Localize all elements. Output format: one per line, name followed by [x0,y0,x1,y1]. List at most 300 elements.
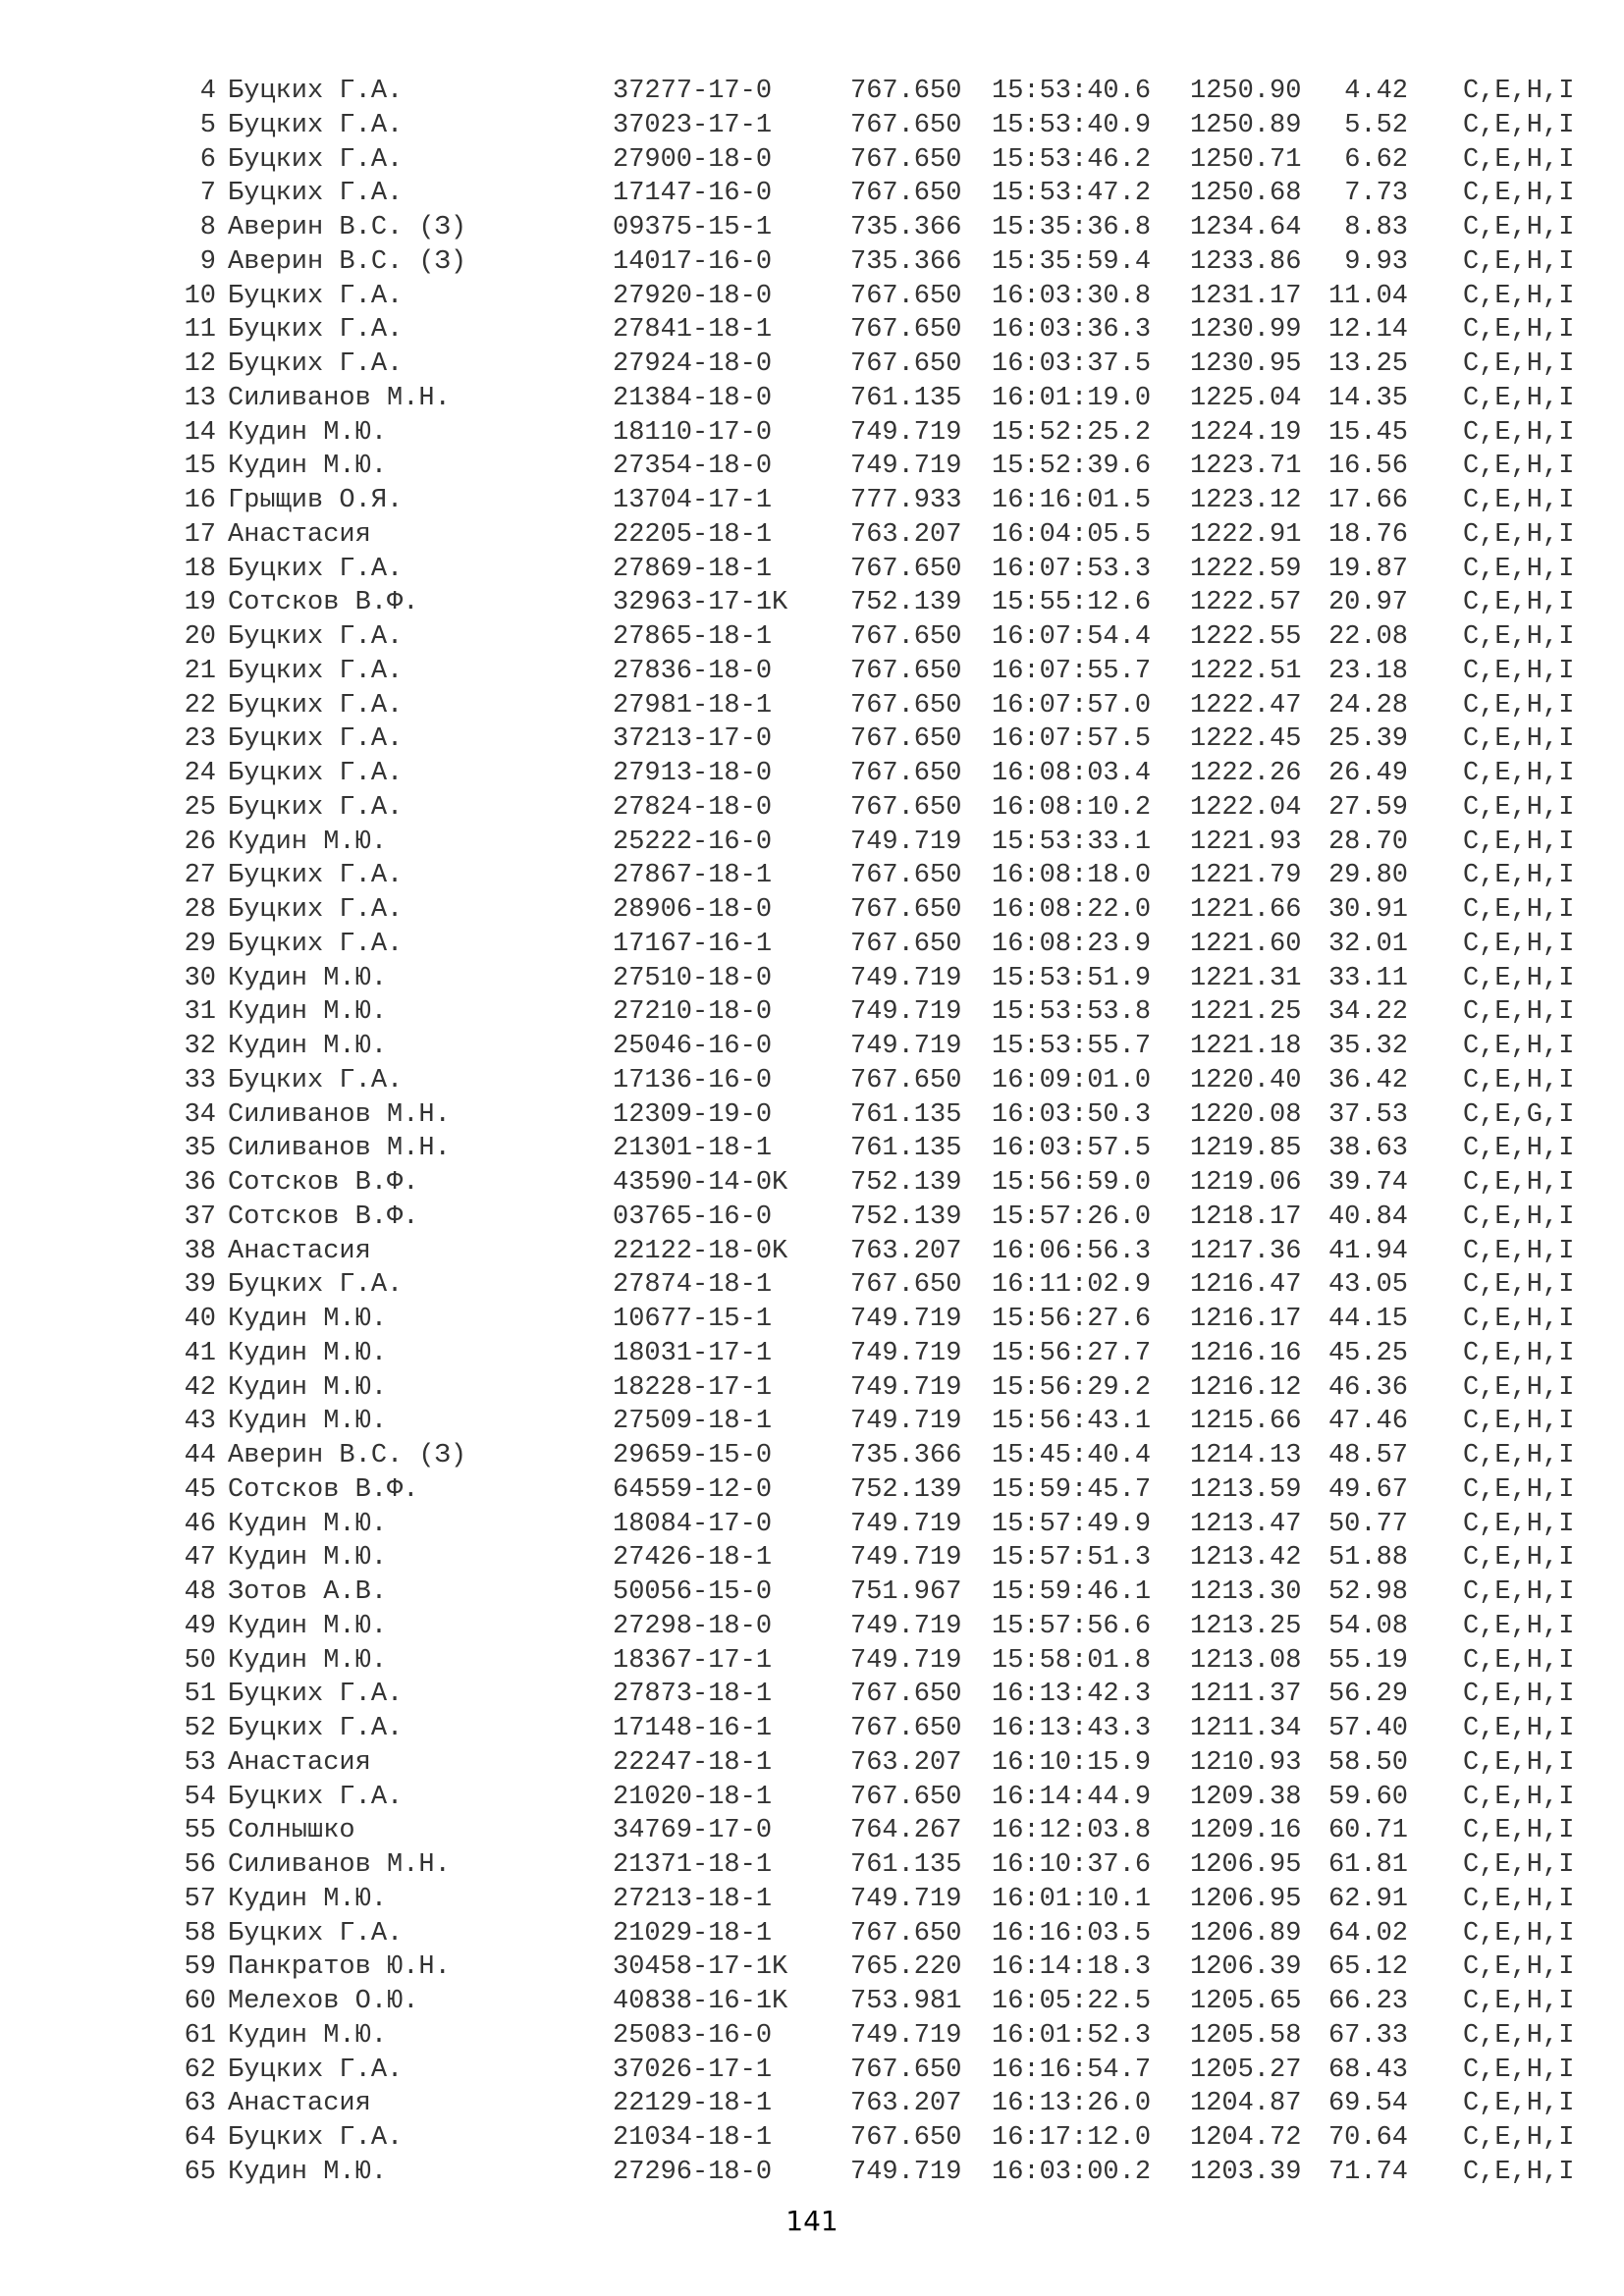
speed-cell: 1221.60 [1190,929,1302,959]
arrival-time-cell: 15:35:59.4 [992,246,1152,277]
arrival-time-cell: 16:01:10.1 [992,1884,1152,1914]
category-flags-cell: C,E,H,I [1463,110,1575,140]
table-row [0,1201,1624,1235]
distance-cell: 761.135 [850,1134,962,1164]
fancier-name-cell: Буцких Г.А. [228,792,404,823]
distance-cell: 767.650 [850,724,962,755]
place-number-cell: 57 [184,1884,216,1914]
speed-cell: 1205.58 [1190,2020,1302,2051]
fancier-name-cell: Анастасия [228,1747,371,1778]
results-table [0,75,1624,2190]
distance-cell: 767.650 [850,110,962,140]
ring-number-cell: 21301-18-1 [613,1134,773,1164]
table-row [0,1950,1624,1985]
distance-cell: 749.719 [850,2157,962,2187]
table-row [0,722,1624,757]
ring-number-cell: 37023-17-1 [613,110,773,140]
fancier-name-cell: Буцких Г.А. [228,656,404,686]
table-row [0,1848,1624,1883]
speed-cell: 1204.87 [1190,2089,1302,2119]
place-number-cell: 50 [184,1645,216,1676]
ring-number-cell: 27867-18-1 [613,861,773,891]
coefficient-cell: 71.74 [1327,2157,1408,2187]
place-number-cell: 6 [199,144,216,175]
table-row [0,1508,1624,1542]
coefficient-cell: 51.88 [1327,1543,1408,1574]
speed-cell: 1222.91 [1190,519,1302,550]
category-flags-cell: C,E,H,I [1463,144,1575,175]
arrival-time-cell: 16:08:18.0 [992,861,1152,891]
distance-cell: 752.139 [850,1201,962,1232]
speed-cell: 1209.38 [1190,1782,1302,1812]
category-flags-cell: C,E,H,I [1463,1065,1575,1095]
coefficient-cell: 32.01 [1327,929,1408,959]
arrival-time-cell: 16:12:03.8 [992,1816,1152,1846]
ring-number-cell: 22129-18-1 [613,2089,773,2119]
place-number-cell: 15 [184,452,216,482]
ring-number-cell: 18110-17-0 [613,417,773,448]
ring-number-cell: 27869-18-1 [613,554,773,584]
fancier-name-cell: Сотсков В.Ф. [228,1201,419,1232]
table-row [0,1235,1624,1269]
distance-cell: 749.719 [850,1611,962,1641]
table-row [0,791,1624,826]
coefficient-cell: 13.25 [1327,349,1408,379]
distance-cell: 767.650 [850,1782,962,1812]
speed-cell: 1203.39 [1190,2157,1302,2187]
coefficient-cell: 8.83 [1344,213,1408,242]
ring-number-cell: 29659-15-0 [613,1441,773,1470]
coefficient-cell: 46.36 [1327,1372,1408,1403]
distance-cell: 735.366 [850,213,962,242]
distance-cell: 749.719 [850,417,962,448]
table-row [0,1098,1624,1133]
table-row [0,416,1624,451]
fancier-name-cell: Буцких Г.А. [228,622,404,652]
fancier-name-cell: Зотов А.В. [228,1577,388,1607]
place-number-cell: 35 [184,1134,216,1164]
category-flags-cell: C,E,H,I [1463,246,1575,277]
place-number-cell: 53 [184,1747,216,1778]
fancier-name-cell: Кудин М.Ю. [228,1509,388,1539]
speed-cell: 1230.95 [1190,349,1302,379]
table-row [0,1883,1624,1917]
category-flags-cell: C,E,H,I [1463,861,1575,891]
ring-number-cell: 17167-16-1 [613,929,773,959]
ring-number-cell: 37213-17-0 [613,724,773,755]
speed-cell: 1221.79 [1190,861,1302,891]
speed-cell: 1204.72 [1190,2123,1302,2153]
ring-number-cell: 27213-18-1 [613,1884,773,1914]
ring-number-cell: 10677-15-1 [613,1305,773,1334]
ring-number-cell: 40838-16-1K [613,1987,788,2016]
ring-number-cell: 27354-18-0 [613,452,773,482]
speed-cell: 1220.40 [1190,1065,1302,1095]
arrival-time-cell: 16:08:23.9 [992,929,1152,959]
fancier-name-cell: Кудин М.Ю. [228,1884,388,1914]
distance-cell: 749.719 [850,1645,962,1676]
ring-number-cell: 21384-18-0 [613,383,773,413]
coefficient-cell: 48.57 [1327,1441,1408,1470]
ring-number-cell: 50056-15-0 [613,1577,773,1607]
arrival-time-cell: 16:14:44.9 [992,1782,1152,1812]
distance-cell: 767.650 [850,77,962,106]
coefficient-cell: 59.60 [1327,1782,1408,1812]
category-flags-cell: C,E,H,I [1463,383,1575,413]
table-row [0,109,1624,143]
table-row [0,1439,1624,1473]
coefficient-cell: 58.50 [1327,1747,1408,1778]
category-flags-cell: C,E,H,I [1463,1474,1575,1505]
distance-cell: 767.650 [850,622,962,652]
table-row [0,2121,1624,2156]
arrival-time-cell: 15:52:39.6 [992,452,1152,482]
arrival-time-cell: 15:35:36.8 [992,213,1152,242]
arrival-time-cell: 16:06:56.3 [992,1236,1152,1266]
speed-cell: 1223.71 [1190,452,1302,482]
distance-cell: 751.967 [850,1577,962,1607]
speed-cell: 1233.86 [1190,246,1302,277]
fancier-name-cell: Аверин В.С. (З) [228,246,467,277]
category-flags-cell: C,E,H,I [1463,1611,1575,1641]
speed-cell: 1216.16 [1190,1338,1302,1368]
ring-number-cell: 17147-16-0 [613,179,773,209]
fancier-name-cell: Солнышко [228,1816,355,1846]
place-number-cell: 33 [184,1065,216,1095]
ring-number-cell: 27509-18-1 [613,1407,773,1437]
place-number-cell: 64 [184,2123,216,2153]
place-number-cell: 29 [184,929,216,959]
distance-cell: 761.135 [850,383,962,413]
speed-cell: 1222.57 [1190,588,1302,618]
coefficient-cell: 62.91 [1327,1884,1408,1914]
arrival-time-cell: 15:57:49.9 [992,1509,1152,1539]
arrival-time-cell: 15:57:51.3 [992,1543,1152,1574]
coefficient-cell: 27.59 [1327,792,1408,823]
ring-number-cell: 18031-17-1 [613,1338,773,1368]
fancier-name-cell: Буцких Г.А. [228,929,404,959]
ring-number-cell: 27210-18-0 [613,997,773,1028]
arrival-time-cell: 16:13:43.3 [992,1714,1152,1743]
speed-cell: 1221.25 [1190,997,1302,1028]
speed-cell: 1209.16 [1190,1816,1302,1846]
arrival-time-cell: 16:03:50.3 [992,1099,1152,1130]
table-row [0,347,1624,382]
category-flags-cell: C,E,H,I [1463,1680,1575,1710]
place-number-cell: 21 [184,656,216,686]
ring-number-cell: 30458-17-1K [613,1952,788,1983]
coefficient-cell: 36.42 [1327,1065,1408,1095]
ring-number-cell: 22205-18-1 [613,519,773,550]
place-number-cell: 54 [184,1782,216,1812]
category-flags-cell: C,E,H,I [1463,792,1575,823]
table-row [0,211,1624,245]
arrival-time-cell: 16:07:57.0 [992,690,1152,721]
distance-cell: 767.650 [850,792,962,823]
distance-cell: 767.650 [850,2055,962,2085]
coefficient-cell: 15.45 [1327,417,1408,448]
arrival-time-cell: 15:56:27.6 [992,1305,1152,1334]
table-row [0,1132,1624,1166]
place-number-cell: 7 [199,179,216,209]
fancier-name-cell: Сотсков В.Ф. [228,1474,419,1505]
category-flags-cell: C,E,H,I [1463,281,1575,311]
category-flags-cell: C,E,H,I [1463,1168,1575,1198]
category-flags-cell: C,E,H,I [1463,2089,1575,2119]
category-flags-cell: C,E,H,I [1463,2157,1575,2187]
table-row [0,143,1624,178]
fancier-name-cell: Кудин М.Ю. [228,1645,388,1676]
table-row [0,484,1624,518]
fancier-name-cell: Кудин М.Ю. [228,963,388,993]
ring-number-cell: 34769-17-0 [613,1816,773,1846]
fancier-name-cell: Буцких Г.А. [228,895,404,925]
arrival-time-cell: 16:13:26.0 [992,2089,1152,2119]
table-row [0,1678,1624,1712]
fancier-name-cell: Буцких Г.А. [228,1270,404,1301]
place-number-cell: 30 [184,963,216,993]
place-number-cell: 48 [184,1577,216,1607]
coefficient-cell: 61.81 [1327,1850,1408,1880]
coefficient-cell: 5.52 [1344,110,1408,140]
distance-cell: 753.981 [850,1987,962,2016]
arrival-time-cell: 16:07:53.3 [992,554,1152,584]
distance-cell: 767.650 [850,656,962,686]
distance-cell: 761.135 [850,1099,962,1130]
arrival-time-cell: 16:03:30.8 [992,281,1152,311]
fancier-name-cell: Буцких Г.А. [228,281,404,311]
category-flags-cell: C,E,H,I [1463,452,1575,482]
coefficient-cell: 26.49 [1327,759,1408,788]
coefficient-cell: 50.77 [1327,1509,1408,1539]
place-number-cell: 22 [184,690,216,721]
ring-number-cell: 27841-18-1 [613,315,773,346]
place-number-cell: 62 [184,2055,216,2085]
ring-number-cell: 25222-16-0 [613,827,773,857]
table-row [0,1337,1624,1371]
speed-cell: 1250.90 [1190,77,1302,106]
distance-cell: 749.719 [850,827,962,857]
category-flags-cell: C,E,H,I [1463,929,1575,959]
distance-cell: 763.207 [850,519,962,550]
fancier-name-cell: Анастасия [228,1236,371,1266]
coefficient-cell: 12.14 [1327,315,1408,346]
category-flags-cell: C,E,H,I [1463,1032,1575,1061]
table-row [0,1064,1624,1098]
arrival-time-cell: 16:16:03.5 [992,1918,1152,1949]
speed-cell: 1224.19 [1190,417,1302,448]
ring-number-cell: 27298-18-0 [613,1611,773,1641]
distance-cell: 767.650 [850,895,962,925]
fancier-name-cell: Кудин М.Ю. [228,2020,388,2051]
fancier-name-cell: Буцких Г.А. [228,554,404,584]
table-row [0,75,1624,109]
speed-cell: 1211.37 [1190,1680,1302,1710]
arrival-time-cell: 15:56:27.7 [992,1338,1152,1368]
fancier-name-cell: Буцких Г.А. [228,110,404,140]
ring-number-cell: 09375-15-1 [613,213,773,242]
distance-cell: 752.139 [850,1168,962,1198]
fancier-name-cell: Буцких Г.А. [228,1065,404,1095]
speed-cell: 1218.17 [1190,1201,1302,1232]
place-number-cell: 46 [184,1509,216,1539]
place-number-cell: 51 [184,1680,216,1710]
distance-cell: 752.139 [850,1474,962,1505]
distance-cell: 764.267 [850,1816,962,1846]
fancier-name-cell: Кудин М.Ю. [228,1372,388,1403]
category-flags-cell: C,E,H,I [1463,1407,1575,1437]
table-row [0,893,1624,928]
distance-cell: 767.650 [850,179,962,209]
table-row [0,1712,1624,1746]
distance-cell: 749.719 [850,1032,962,1061]
fancier-name-cell: Кудин М.Ю. [228,452,388,482]
ring-number-cell: 27981-18-1 [613,690,773,721]
table-row [0,1268,1624,1303]
place-number-cell: 37 [184,1201,216,1232]
arrival-time-cell: 16:10:15.9 [992,1747,1152,1778]
coefficient-cell: 60.71 [1327,1816,1408,1846]
distance-cell: 763.207 [850,1236,962,1266]
arrival-time-cell: 16:03:36.3 [992,315,1152,346]
fancier-name-cell: Силиванов М.Н. [228,383,451,413]
coefficient-cell: 65.12 [1327,1952,1408,1983]
coefficient-cell: 34.22 [1327,997,1408,1028]
arrival-time-cell: 15:59:45.7 [992,1474,1152,1505]
category-flags-cell: C,E,H,I [1463,77,1575,106]
place-number-cell: 42 [184,1372,216,1403]
table-row [0,1644,1624,1679]
place-number-cell: 36 [184,1168,216,1198]
distance-cell: 767.650 [850,759,962,788]
distance-cell: 749.719 [850,1543,962,1574]
coefficient-cell: 67.33 [1327,2020,1408,2051]
arrival-time-cell: 16:07:57.5 [992,724,1152,755]
arrival-time-cell: 15:45:40.4 [992,1441,1152,1470]
coefficient-cell: 23.18 [1327,656,1408,686]
speed-cell: 1211.34 [1190,1714,1302,1743]
category-flags-cell: C,E,H,I [1463,1714,1575,1743]
coefficient-cell: 33.11 [1327,963,1408,993]
distance-cell: 767.650 [850,1065,962,1095]
speed-cell: 1213.08 [1190,1645,1302,1676]
ring-number-cell: 27913-18-0 [613,759,773,788]
fancier-name-cell: Буцких Г.А. [228,179,404,209]
speed-cell: 1234.64 [1190,213,1302,242]
speed-cell: 1210.93 [1190,1747,1302,1778]
coefficient-cell: 22.08 [1327,622,1408,652]
distance-cell: 767.650 [850,1714,962,1743]
speed-cell: 1217.36 [1190,1236,1302,1266]
distance-cell: 749.719 [850,1372,962,1403]
fancier-name-cell: Буцких Г.А. [228,1918,404,1949]
table-row [0,518,1624,553]
category-flags-cell: C,E,H,I [1463,963,1575,993]
speed-cell: 1219.06 [1190,1168,1302,1198]
table-row [0,280,1624,314]
fancier-name-cell: Грыщив О.Я. [228,486,404,515]
place-number-cell: 44 [184,1441,216,1470]
arrival-time-cell: 15:53:55.7 [992,1032,1152,1061]
distance-cell: 749.719 [850,1305,962,1334]
ring-number-cell: 27924-18-0 [613,349,773,379]
table-row [0,313,1624,347]
fancier-name-cell: Панкратов Ю.Н. [228,1952,451,1983]
arrival-time-cell: 15:53:40.9 [992,110,1152,140]
coefficient-cell: 11.04 [1327,281,1408,311]
ring-number-cell: 17148-16-1 [613,1714,773,1743]
place-number-cell: 26 [184,827,216,857]
speed-cell: 1222.47 [1190,690,1302,721]
speed-cell: 1216.47 [1190,1270,1302,1301]
table-row [0,450,1624,484]
table-row [0,859,1624,893]
table-row [0,2156,1624,2190]
arrival-time-cell: 16:03:57.5 [992,1134,1152,1164]
category-flags-cell: C,E,H,I [1463,1543,1575,1574]
ring-number-cell: 21371-18-1 [613,1850,773,1880]
speed-cell: 1220.08 [1190,1099,1302,1130]
coefficient-cell: 24.28 [1327,690,1408,721]
ring-number-cell: 18228-17-1 [613,1372,773,1403]
ring-number-cell: 22247-18-1 [613,1747,773,1778]
place-number-cell: 43 [184,1407,216,1437]
place-number-cell: 18 [184,554,216,584]
category-flags-cell: C,E,H,I [1463,1201,1575,1232]
fancier-name-cell: Буцких Г.А. [228,724,404,755]
arrival-time-cell: 16:07:54.4 [992,622,1152,652]
place-number-cell: 61 [184,2020,216,2051]
coefficient-cell: 70.64 [1327,2123,1408,2153]
coefficient-cell: 43.05 [1327,1270,1408,1301]
fancier-name-cell: Кудин М.Ю. [228,1407,388,1437]
coefficient-cell: 44.15 [1327,1305,1408,1334]
speed-cell: 1206.95 [1190,1884,1302,1914]
distance-cell: 767.650 [850,315,962,346]
category-flags-cell: C,E,H,I [1463,1134,1575,1164]
fancier-name-cell: Кудин М.Ю. [228,997,388,1028]
distance-cell: 767.650 [850,554,962,584]
distance-cell: 767.650 [850,1680,962,1710]
fancier-name-cell: Буцких Г.А. [228,759,404,788]
coefficient-cell: 49.67 [1327,1474,1408,1505]
ring-number-cell: 27824-18-0 [613,792,773,823]
table-row [0,1371,1624,1406]
place-number-cell: 41 [184,1338,216,1368]
coefficient-cell: 38.63 [1327,1134,1408,1164]
place-number-cell: 25 [184,792,216,823]
place-number-cell: 40 [184,1305,216,1334]
speed-cell: 1221.18 [1190,1032,1302,1061]
distance-cell: 749.719 [850,1338,962,1368]
coefficient-cell: 66.23 [1327,1987,1408,2016]
place-number-cell: 59 [184,1952,216,1983]
category-flags-cell: C,E,H,I [1463,1577,1575,1607]
category-flags-cell: C,E,H,I [1463,1509,1575,1539]
arrival-time-cell: 16:13:42.3 [992,1680,1152,1710]
ring-number-cell: 28906-18-0 [613,895,773,925]
category-flags-cell: C,E,H,I [1463,2020,1575,2051]
arrival-time-cell: 15:53:33.1 [992,827,1152,857]
table-row [0,245,1624,280]
category-flags-cell: C,E,H,I [1463,690,1575,721]
distance-cell: 749.719 [850,997,962,1028]
coefficient-cell: 19.87 [1327,554,1408,584]
speed-cell: 1223.12 [1190,486,1302,515]
table-row [0,2087,1624,2121]
ring-number-cell: 21020-18-1 [613,1782,773,1812]
ring-number-cell: 25083-16-0 [613,2020,773,2051]
